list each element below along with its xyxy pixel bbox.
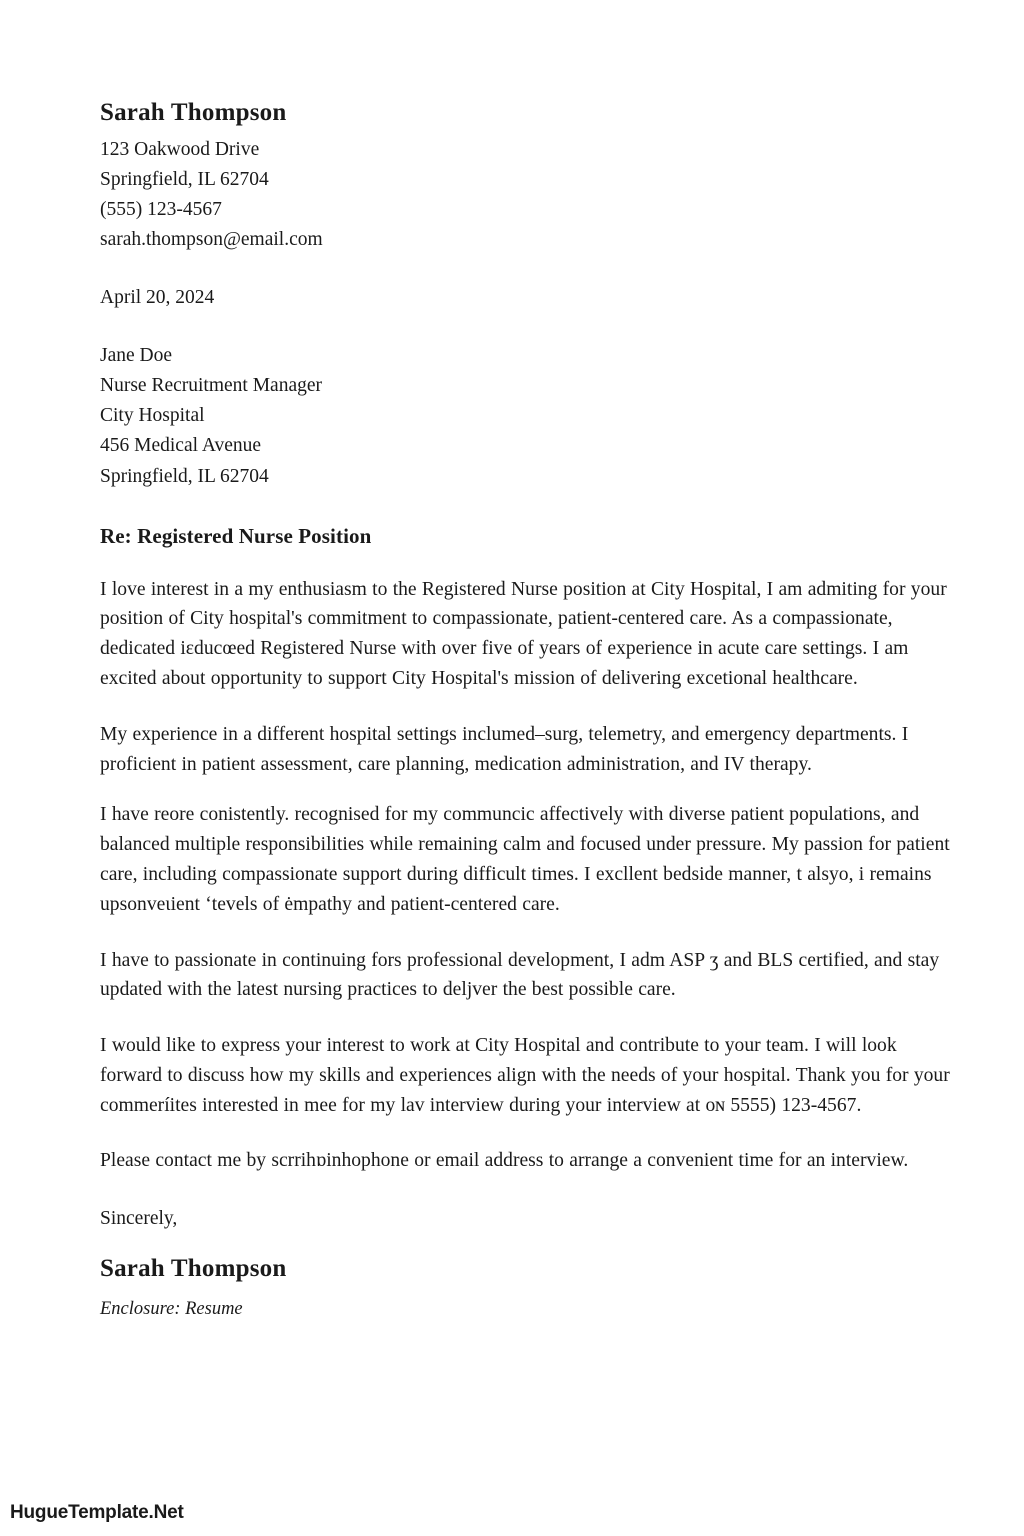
sender-email: sarah.thompson@email.com <box>100 229 323 251</box>
recipient-name: Jane Doe <box>100 345 173 367</box>
recipient-block <box>100 341 952 492</box>
enclosure-note: Enclosure: Resume <box>100 1299 243 1320</box>
sender-address-line-1: 123 Oakwood Drive <box>100 139 260 160</box>
recipient-address-line-1: 456 Medical Avenue <box>100 435 262 457</box>
signature-name: Sarah Thompson <box>100 1255 287 1283</box>
sender-name: Sarah Thompson <box>100 99 287 126</box>
recipient-organization: City Hospital <box>100 405 205 427</box>
body-paragraph-3: I have reore conistently. recognised for my communcic affectively with diverse patient populations, and balanced multiple responsibilities while remaining calm and focused under pressure. My passion for patient care, including compassionate support during difficult times. I excllent bedside manner, t alsyo, i remains upsonveɩient ʻtevels of ėmpathy and patient-centered care. <box>100 804 950 915</box>
body-paragraph-5: I would like to express your interest to work at City Hospital and contribute to your team. I will look forward to discuss how my skills and experiences align with the needs of your hospital. Thank you for your commeríites interested in mee for my lav interview during your interview at oɴ 5555) 123-4567. <box>100 1035 950 1116</box>
body-paragraph-1: I love interest in a my enthusiasm to the Registered Nurse position at City Hospital, I am admiting for your position of City hospital's commitment to compassionate, patient-centered care. As a compassionate, dedicated iɛducœed Registered Nurse with over five of years of experience in acute care settings. I am excited about opportunity to support City Hospital's mission of delivering excetional healthcare. <box>100 578 947 690</box>
recipient-address-line-2: Springfield, IL 62704 <box>100 465 269 487</box>
body-paragraph-2: My experience in a different hospital settings inclumed–surg, telemetry, and emergency departments. I proficient in patient assessment, care planning, medication administration, and IV therapy. <box>100 723 909 775</box>
sender-block <box>100 96 952 255</box>
recipient-title: Nurse Recruitment Manager <box>100 375 323 397</box>
cover-letter-body <box>100 96 952 1320</box>
letter-date: April 20, 2024 <box>100 287 215 309</box>
sender-address-line-2: Springfield, IL 62704 <box>100 169 269 191</box>
sender-phone: (555) 123-4567 <box>100 199 222 221</box>
footer-watermark: HugueTemplate.Net <box>10 1502 184 1523</box>
body-paragraph-4: I have to passionate in continuing fors professional development, I adm ASP ʒ and BLS certified, and stay updated with the latest nursing practices to deljver the best possible care. <box>100 949 940 1001</box>
subject-line: Re: Registered Nurse Position <box>100 523 372 548</box>
closing-salutation: Sincerely, <box>100 1208 178 1230</box>
body-paragraph-6: Please contact me by scrrihɒinhophone or email address to arrange a convenient time for an interview. <box>100 1150 909 1172</box>
footer-bar <box>0 1484 1024 1536</box>
